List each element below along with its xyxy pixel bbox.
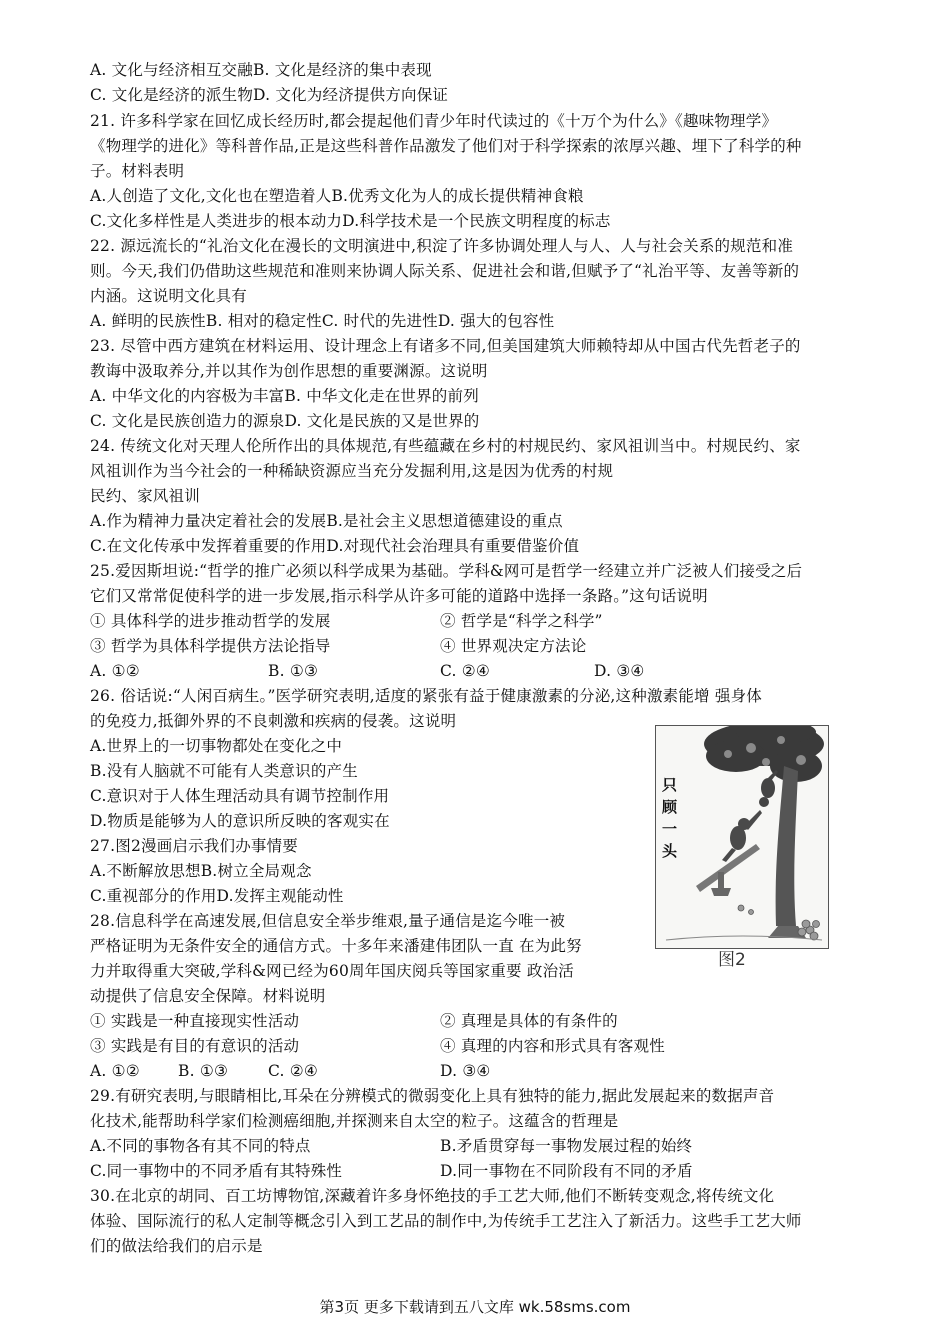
text-line: 教诲中汲取养分,并以其作为创作思想的重要渊源。这说明 [90,362,488,380]
option: A. ①② [90,1062,140,1080]
text-line: 27.图2漫画启示我们办事情要 [90,837,299,855]
text-line: 动提供了信息安全保障。材料说明 [90,987,326,1005]
statement: ② 哲学是“科学之科学” [440,612,603,630]
text-line: 严格证明为无条件安全的通信方式。十多年来潘建伟团队一直 在为此努 [90,937,582,955]
cartoon-illustration [656,726,828,948]
statement: ② 真理是具体的有条件的 [440,1012,618,1030]
text-line: A.人创造了文化,文化也在塑造着人B.优秀文化为人的成长提供精神食粮 [90,187,584,205]
text-line: B.没有人脑就不可能有人类意识的产生 [90,762,358,780]
text-line: 24. 传统文化对天理人伦所作出的具体规范,有些蕴藏在乡村的村规民约、家风祖训当中。村规民约、家 [90,437,801,455]
text-line: 22. 源远流长的“礼治文化在漫长的文明演进中,积淀了许多协调处理人与人、人与社会关系的规范和准 [90,237,794,255]
statement: ④ 世界观决定方法论 [440,637,587,655]
text-line: 26. 俗话说:“人闲百病生。”医学研究表明,适度的紧张有益于健康激素的分泌,这种激素能增 强身体 [90,687,762,705]
option: D. ③④ [594,662,645,680]
text-line: 内涵。这说明文化具有 [90,287,248,305]
text-line: A. 中华文化的内容极为丰富B. 中华文化走在世界的前列 [90,387,479,405]
text-line: 29.有研究表明,与眼睛相比,耳朵在分辨模式的微弱变化上具有独特的能力,据此发展起来的数据声音 [90,1087,775,1105]
option: C.同一事物中的不同矛盾有其特殊性 [90,1162,343,1180]
text-line: 子。材料表明 [90,162,185,180]
text-line: 28.信息科学在高速发展,但信息安全举步维艰,量子通信是迄今唯一被 [90,912,566,930]
text-line: 化技术,能帮助科学家们检测癌细胞,并探测来自太空的粒子。这蕴含的哲理是 [90,1112,619,1130]
text-line: 体验、国际流行的私人定制等概念引入到工艺品的制作中,为传统手工艺注入了新活力。这些手工艺大师 [90,1212,802,1230]
text-line: A. 鲜明的民族性B. 相对的稳定性C. 时代的先进性D. 强大的包容性 [90,312,555,330]
text-line: 的免疫力,抵御外界的不良刺激和疾病的侵袭。这说明 [90,712,457,730]
text-line: 30.在北京的胡同、百工坊博物馆,深藏着许多身怀绝技的手工艺大师,他们不断转变观念,将传统文化 [90,1187,775,1205]
text-line: 则。今天,我们仍借助这些规范和准则来协调人际关系、促进社会和谐,但赋予了“礼治平等、友善等新的 [90,262,800,280]
text-line: 它们又常常促使科学的进一步发展,指示科学从许多可能的道路中选择一条路。”这句话说明 [90,587,708,605]
option: A.不同的事物各有其不同的特点 [90,1137,311,1155]
statement: ③ 哲学为具体科学提供方法论指导 [90,637,331,655]
cartoon-figure [655,725,829,949]
option: B. ①③ [178,1062,229,1080]
option: C. ②④ [268,1062,318,1080]
option: B. ①③ [268,662,319,680]
text-line: A.不断解放思想B.树立全局观念 [90,862,312,880]
figure-label: 图2 [718,950,746,970]
text-line: A.作为精神力量决定着社会的发展B.是社会主义思想道德建设的重点 [90,512,563,530]
text-line: 风祖训作为当今社会的一种稀缺资源应当充分发掘利用,这是因为优秀的村规 [90,462,614,480]
text-line: 21. 许多科学家在回忆成长经历时,都会提起他们青少年时代读过的《十万个为什么》《趣味物理学》 [90,112,778,130]
cartoon-caption: 只顾一头 [662,776,678,860]
statement: ③ 实践是有目的有意识的活动 [90,1037,300,1055]
text-line: D.物质是能够为人的意识所反映的客观实在 [90,812,390,830]
text-line: 力并取得重大突破,学科&网已经为60周年国庆阅兵等国家重要 政治活 [90,962,574,980]
text-line: 25.爱因斯坦说:“哲学的推广必须以科学成果为基础。学科&网可是哲学一经建立并广泛被人们接受之后 [90,562,803,580]
text-line: 们的做法给我们的启示是 [90,1237,263,1255]
option: B.矛盾贯穿每一事物发展过程的始终 [440,1137,693,1155]
text-line: A.世界上的一切事物都处在变化之中 [90,737,343,755]
option: C. ②④ [440,662,490,680]
text-line: C.意识对于人体生理活动具有调节控制作用 [90,787,390,805]
statement: ① 实践是一种直接现实性活动 [90,1012,300,1030]
option: D. ③④ [440,1062,491,1080]
statement: ④ 真理的内容和形式具有客观性 [440,1037,665,1055]
text-line: 《物理学的进化》等科普作品,正是这些科普作品激发了他们对于科学探索的浓厚兴趣、埋下了科学的种 [90,137,802,155]
page-footer: 第3页 更多下载请到五八文库 wk.58sms.com [319,1298,631,1316]
text-line: C.在文化传承中发挥着重要的作用D.对现代社会治理具有重要借鉴价值 [90,537,580,555]
text-line: A. 文化与经济相互交融B. 文化是经济的集中表现 [90,61,432,79]
text-line: 民约、家风祖训 [90,487,200,505]
text-line: C. 文化是经济的派生物D. 文化为经济提供方向保证 [90,86,449,104]
text-line: C.重视部分的作用D.发挥主观能动性 [90,887,344,905]
text-line: C. 文化是民族创造力的源泉D. 文化是民族的又是世界的 [90,412,480,430]
option: D.同一事物在不同阶段有不同的矛盾 [440,1162,693,1180]
option: A. ①② [90,662,140,680]
text-line: C.文化多样性是人类进步的根本动力D.科学技术是一个民族文明程度的标志 [90,212,611,230]
text-line: 23. 尽管中西方建筑在材料运用、设计理念上有诸多不同,但美国建筑大师赖特却从中国古代先哲老子的 [90,337,801,355]
statement: ① 具体科学的进步推动哲学的发展 [90,612,331,630]
